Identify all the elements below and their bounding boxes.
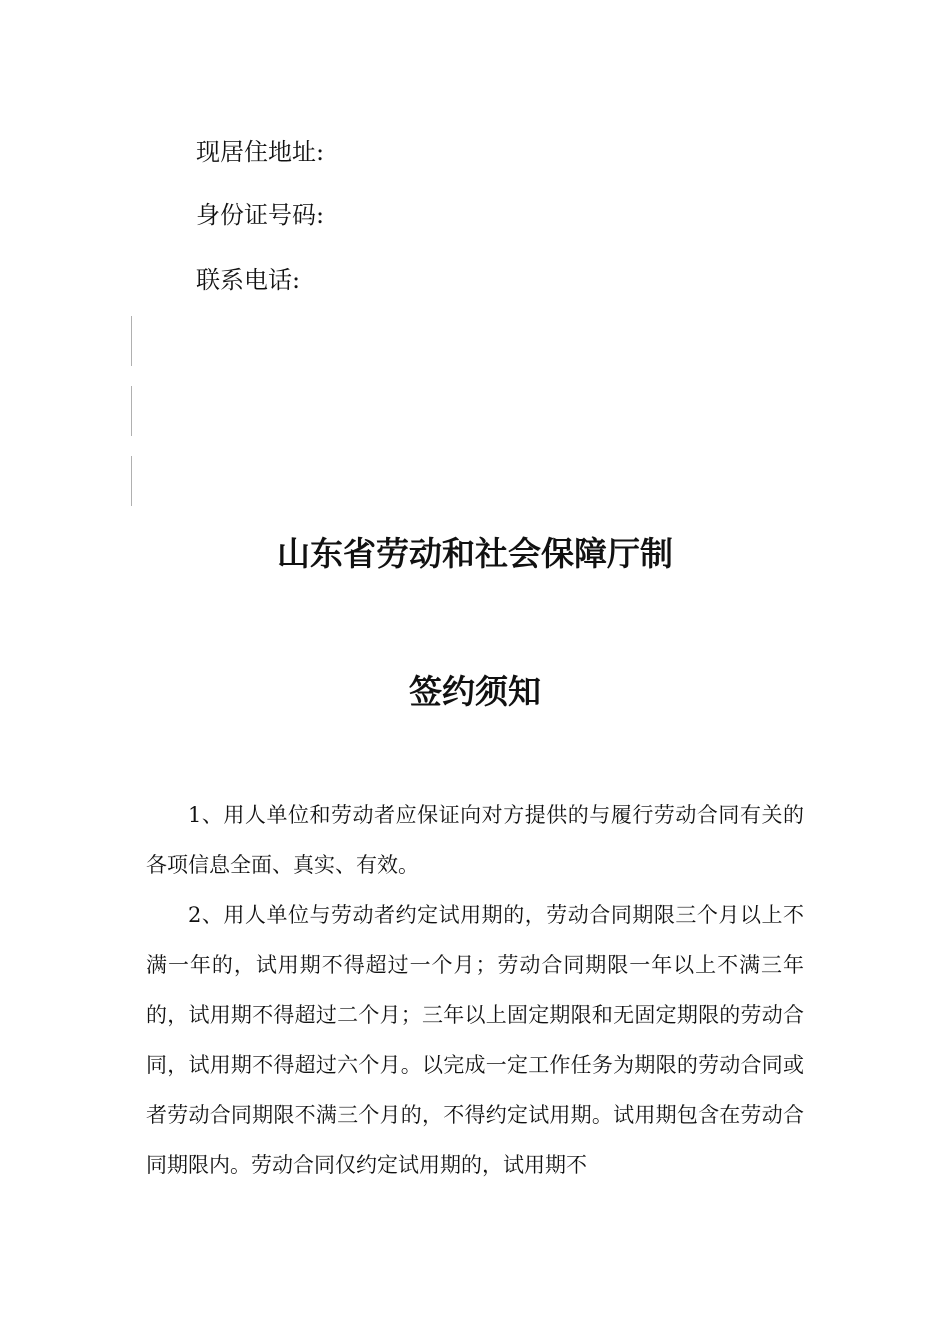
notice-title: 签约须知	[409, 672, 541, 711]
margin-mark	[131, 386, 132, 436]
notice-paragraph-1: 1、用人单位和劳动者应保证向对方提供的与履行劳动合同有关的各项信息全面、真实、有效。	[146, 803, 804, 877]
address-label: 现居住地址:	[196, 138, 325, 166]
id-number-label: 身份证号码:	[196, 201, 325, 229]
phone-label: 联系电话:	[196, 266, 301, 294]
margin-mark	[131, 456, 132, 506]
notice-body	[146, 790, 804, 1190]
margin-mark	[131, 316, 132, 366]
org-title: 山东省劳动和社会保障厅制	[277, 534, 673, 573]
notice-paragraph-2: 2、用人单位与劳动者约定试用期的，劳动合同期限三个月以上不满一年的，试用期不得超过一个月；劳动合同期限一年以上不满三年的，试用期不得超过二个月；三年以上固定期限和无固定期限的劳动合同，试用期不得超过六个月。以完成一定工作任务为期限的劳动合同或者劳动合同期限不满三个月的，不得约定试用期。试用期包含在劳动合同期限内。劳动合同仅约定试用期的，试用期不	[146, 903, 804, 1177]
